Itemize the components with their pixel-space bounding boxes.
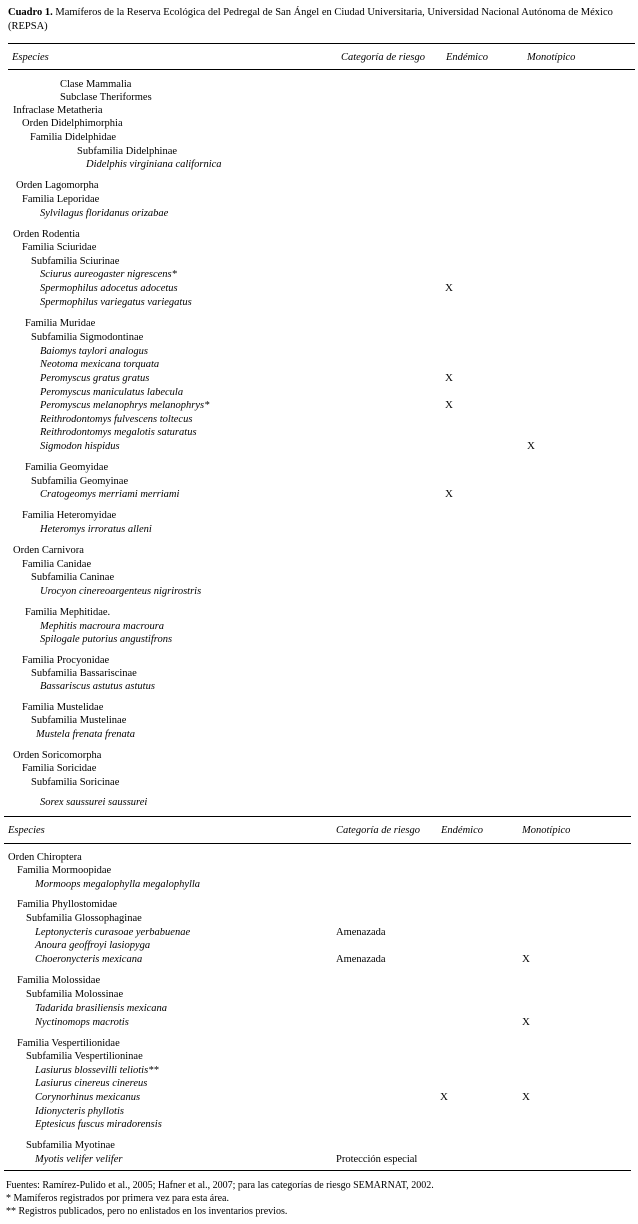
endemic-mark: X	[445, 399, 453, 411]
species-mephitis-macroura-macroura: Mephitis macroura macroura	[40, 621, 165, 632]
taxon-familia-molossidae: Familia Molossidae	[17, 975, 101, 986]
species-mustela-frenata-frenata: Mustela frenata frenata	[36, 729, 135, 740]
taxon-orden-chiroptera: Orden Chiroptera	[8, 852, 82, 863]
taxon-subfamilia-bassariscinae: Subfamilia Bassariscinae	[31, 668, 137, 679]
header-rule	[8, 69, 635, 70]
taxon-subclase-theriformes: Subclase Theriformes	[60, 92, 152, 103]
taxon-orden-lagomorpha: Orden Lagomorpha	[16, 180, 99, 191]
risk-category-cell: Protección especial	[336, 1154, 418, 1165]
taxon-familia-mephitidae: Familia Mephitidae.	[25, 607, 111, 618]
species-choeronycteris-mexicana: Choeronycteris mexicana	[35, 954, 143, 965]
section2-header-rule	[4, 843, 631, 844]
species-spermophilus-adocetus-adocetus: Spermophilus adocetus adocetus	[40, 283, 178, 294]
header-species-2: Especies	[8, 825, 45, 836]
header-endemic-2: Endémico	[441, 825, 483, 836]
taxon-familia-sciuridae: Familia Sciuridae	[22, 242, 97, 253]
endemic-mark: X	[445, 372, 453, 384]
taxon-orden-soricomorpha: Orden Soricomorpha	[13, 750, 102, 761]
species-peromyscus-gratus-gratus: Peromyscus gratus gratus	[40, 373, 150, 384]
taxon-familia-muridae: Familia Muridae	[25, 318, 96, 329]
species-anoura-geoffroyi-lasiopyga: Anoura geoffroyi lasiopyga	[35, 940, 151, 951]
footnote-1: * Mamíferos registrados por primera vez para esta área.	[6, 1193, 229, 1204]
bottom-rule	[4, 1170, 631, 1171]
species-cratogeomys-merriami-merriami: Cratogeomys merriami merriami	[40, 489, 180, 500]
risk-category-cell: Amenazada	[336, 927, 386, 938]
species-sigmodon-hispidus: Sigmodon hispidus	[40, 441, 120, 452]
taxon-familia-leporidae: Familia Leporidae	[22, 194, 100, 205]
taxon-familia-heteromyidae: Familia Heteromyidae	[22, 510, 117, 521]
taxon-subfamilia-sciurinae: Subfamilia Sciurinae	[31, 256, 120, 267]
taxon-familia-phyllostomidae: Familia Phyllostomidae	[17, 899, 118, 910]
species-sciurus-aureogaster-nigrescens: Sciurus aureogaster nigrescens*	[40, 269, 177, 280]
header-endemic: Endémico	[446, 52, 488, 63]
species-corynorhinus-mexicanus: Corynorhinus mexicanus	[35, 1092, 141, 1103]
taxon-familia-mormoopidae: Familia Mormoopidae	[17, 865, 112, 876]
species-lasiurus-blossevilli-teliotis: Lasiurus blossevilli teliotis**	[35, 1065, 159, 1076]
taxon-subfamilia-molossinae: Subfamilia Molossinae	[26, 989, 124, 1000]
header-monotypic-2: Monotípico	[522, 825, 571, 836]
taxon-familia-procyonidae: Familia Procyonidae	[22, 655, 110, 666]
taxon-subfamilia-myotinae: Subfamilia Myotinae	[26, 1140, 115, 1151]
taxon-orden-carnivora: Orden Carnivora	[13, 545, 84, 556]
taxon-familia-canidae: Familia Canidae	[22, 559, 92, 570]
footnote-2: ** Registros publicados, pero no enlistados en los inventarios previos.	[6, 1206, 288, 1217]
taxon-clase-mammalia: Clase Mammalia	[60, 79, 132, 90]
species-myotis-velifer-velifer: Myotis velifer velifer	[35, 1154, 123, 1165]
species-didelphis-virginiana-californica: Didelphis virginiana californica	[86, 159, 222, 170]
monotypic-mark: X	[527, 440, 535, 452]
species-mormoops-megalophylla-megalophylla: Mormoops megalophylla megalophylla	[35, 879, 201, 890]
caption-label: Cuadro 1.	[8, 7, 53, 18]
header-species: Especies	[12, 52, 49, 63]
monotypic-mark: X	[522, 1091, 530, 1103]
taxon-familia-mustelidae: Familia Mustelidae	[22, 702, 104, 713]
taxon-subfamilia-mustelinae: Subfamilia Mustelinae	[31, 715, 127, 726]
risk-category-cell: Amenazada	[336, 954, 386, 965]
endemic-mark: X	[445, 488, 453, 500]
species-idionycteris-phyllotis: Idionycteris phyllotis	[35, 1106, 124, 1117]
species-eptesicus-fuscus-miradorensis: Eptesicus fuscus miradorensis	[35, 1119, 162, 1130]
species-neotoma-mexicana-torquata: Neotoma mexicana torquata	[40, 359, 160, 370]
species-tadarida-brasiliensis-mexicana: Tadarida brasiliensis mexicana	[35, 1003, 168, 1014]
species-heteromys-irroratus-alleni: Heteromys irroratus alleni	[40, 524, 152, 535]
taxon-infraclase-metatheria: Infraclase Metatheria	[13, 105, 103, 116]
table-caption	[8, 6, 634, 34]
taxon-subfamilia-vespertilioninae: Subfamilia Vespertilioninae	[26, 1051, 143, 1062]
species-peromyscus-melanophrys-melanophrys: Peromyscus melanophrys melanophrys*	[40, 400, 210, 411]
taxon-familia-soricidae: Familia Soricidae	[22, 763, 97, 774]
header-risk-2: Categoría de riesgo	[336, 825, 420, 836]
species-nyctinomops-macrotis: Nyctinomops macrotis	[35, 1017, 129, 1028]
monotypic-mark: X	[522, 953, 530, 965]
monotypic-mark: X	[522, 1016, 530, 1028]
header-monotypic: Monotípico	[527, 52, 576, 63]
species-spermophilus-variegatus-variegatus: Spermophilus variegatus variegatus	[40, 297, 192, 308]
species-peromyscus-maniculatus-labecula: Peromyscus maniculatus labecula	[40, 387, 184, 398]
species-reithrodontomys-megalotis-saturatus: Reithrodontomys megalotis saturatus	[40, 427, 197, 438]
taxon-subfamilia-soricinae: Subfamilia Soricinae	[31, 777, 120, 788]
taxon-subfamilia-geomyinae: Subfamilia Geomyinae	[31, 476, 129, 487]
species-spilogale-putorius-angustifrons: Spilogale putorius angustifrons	[40, 634, 173, 645]
species-urocyon-cinereoargenteus-nigrirostris: Urocyon cinereoargenteus nigrirostris	[40, 586, 202, 597]
species-sorex-saussurei-saussurei: Sorex saussurei saussurei	[40, 797, 148, 808]
endemic-mark: X	[440, 1091, 448, 1103]
taxon-subfamilia-caninae: Subfamilia Caninae	[31, 572, 115, 583]
taxon-familia-didelphidae: Familia Didelphidae	[30, 132, 117, 143]
taxon-orden-didelphimorphia: Orden Didelphimorphia	[22, 118, 123, 129]
species-lasiurus-cinereus-cinereus: Lasiurus cinereus cinereus	[35, 1078, 148, 1089]
footnote-sources: Fuentes: Ramírez-Pulido et al., 2005; Hafner et al., 2007; para las categorías de riesgo SEMARNAT, 2002.	[6, 1180, 434, 1191]
taxon-orden-rodentia: Orden Rodentia	[13, 229, 80, 240]
top-rule	[8, 43, 635, 44]
taxon-subfamilia-glossophaginae: Subfamilia Glossophaginae	[26, 913, 142, 924]
species-bassariscus-astutus-astutus: Bassariscus astutus astutus	[40, 681, 155, 692]
caption-text: Mamíferos de la Reserva Ecológica del Pedregal de San Ángel en Ciudad Universitaria, Universidad Nacional Autónoma de México (REPSA)	[8, 7, 613, 32]
species-sylvilagus-floridanus-orizabae: Sylvilagus floridanus orizabae	[40, 208, 169, 219]
species-baiomys-taylori-analogus: Baiomys taylori analogus	[40, 346, 148, 357]
taxon-familia-vespertilionidae: Familia Vespertilionidae	[17, 1038, 120, 1049]
species-reithrodontomys-fulvescens-toltecus: Reithrodontomys fulvescens toltecus	[40, 414, 193, 425]
taxon-subfamilia-sigmodontinae: Subfamilia Sigmodontinae	[31, 332, 144, 343]
taxon-subfamilia-didelphinae: Subfamilia Didelphinae	[77, 146, 178, 157]
taxon-familia-geomyidae: Familia Geomyidae	[25, 462, 109, 473]
section2-top-rule	[4, 816, 631, 817]
header-risk: Categoría de riesgo	[341, 52, 425, 63]
endemic-mark: X	[445, 282, 453, 294]
species-leptonycteris-curasoae-yerbabuenae: Leptonycteris curasoae yerbabuenae	[35, 927, 191, 938]
